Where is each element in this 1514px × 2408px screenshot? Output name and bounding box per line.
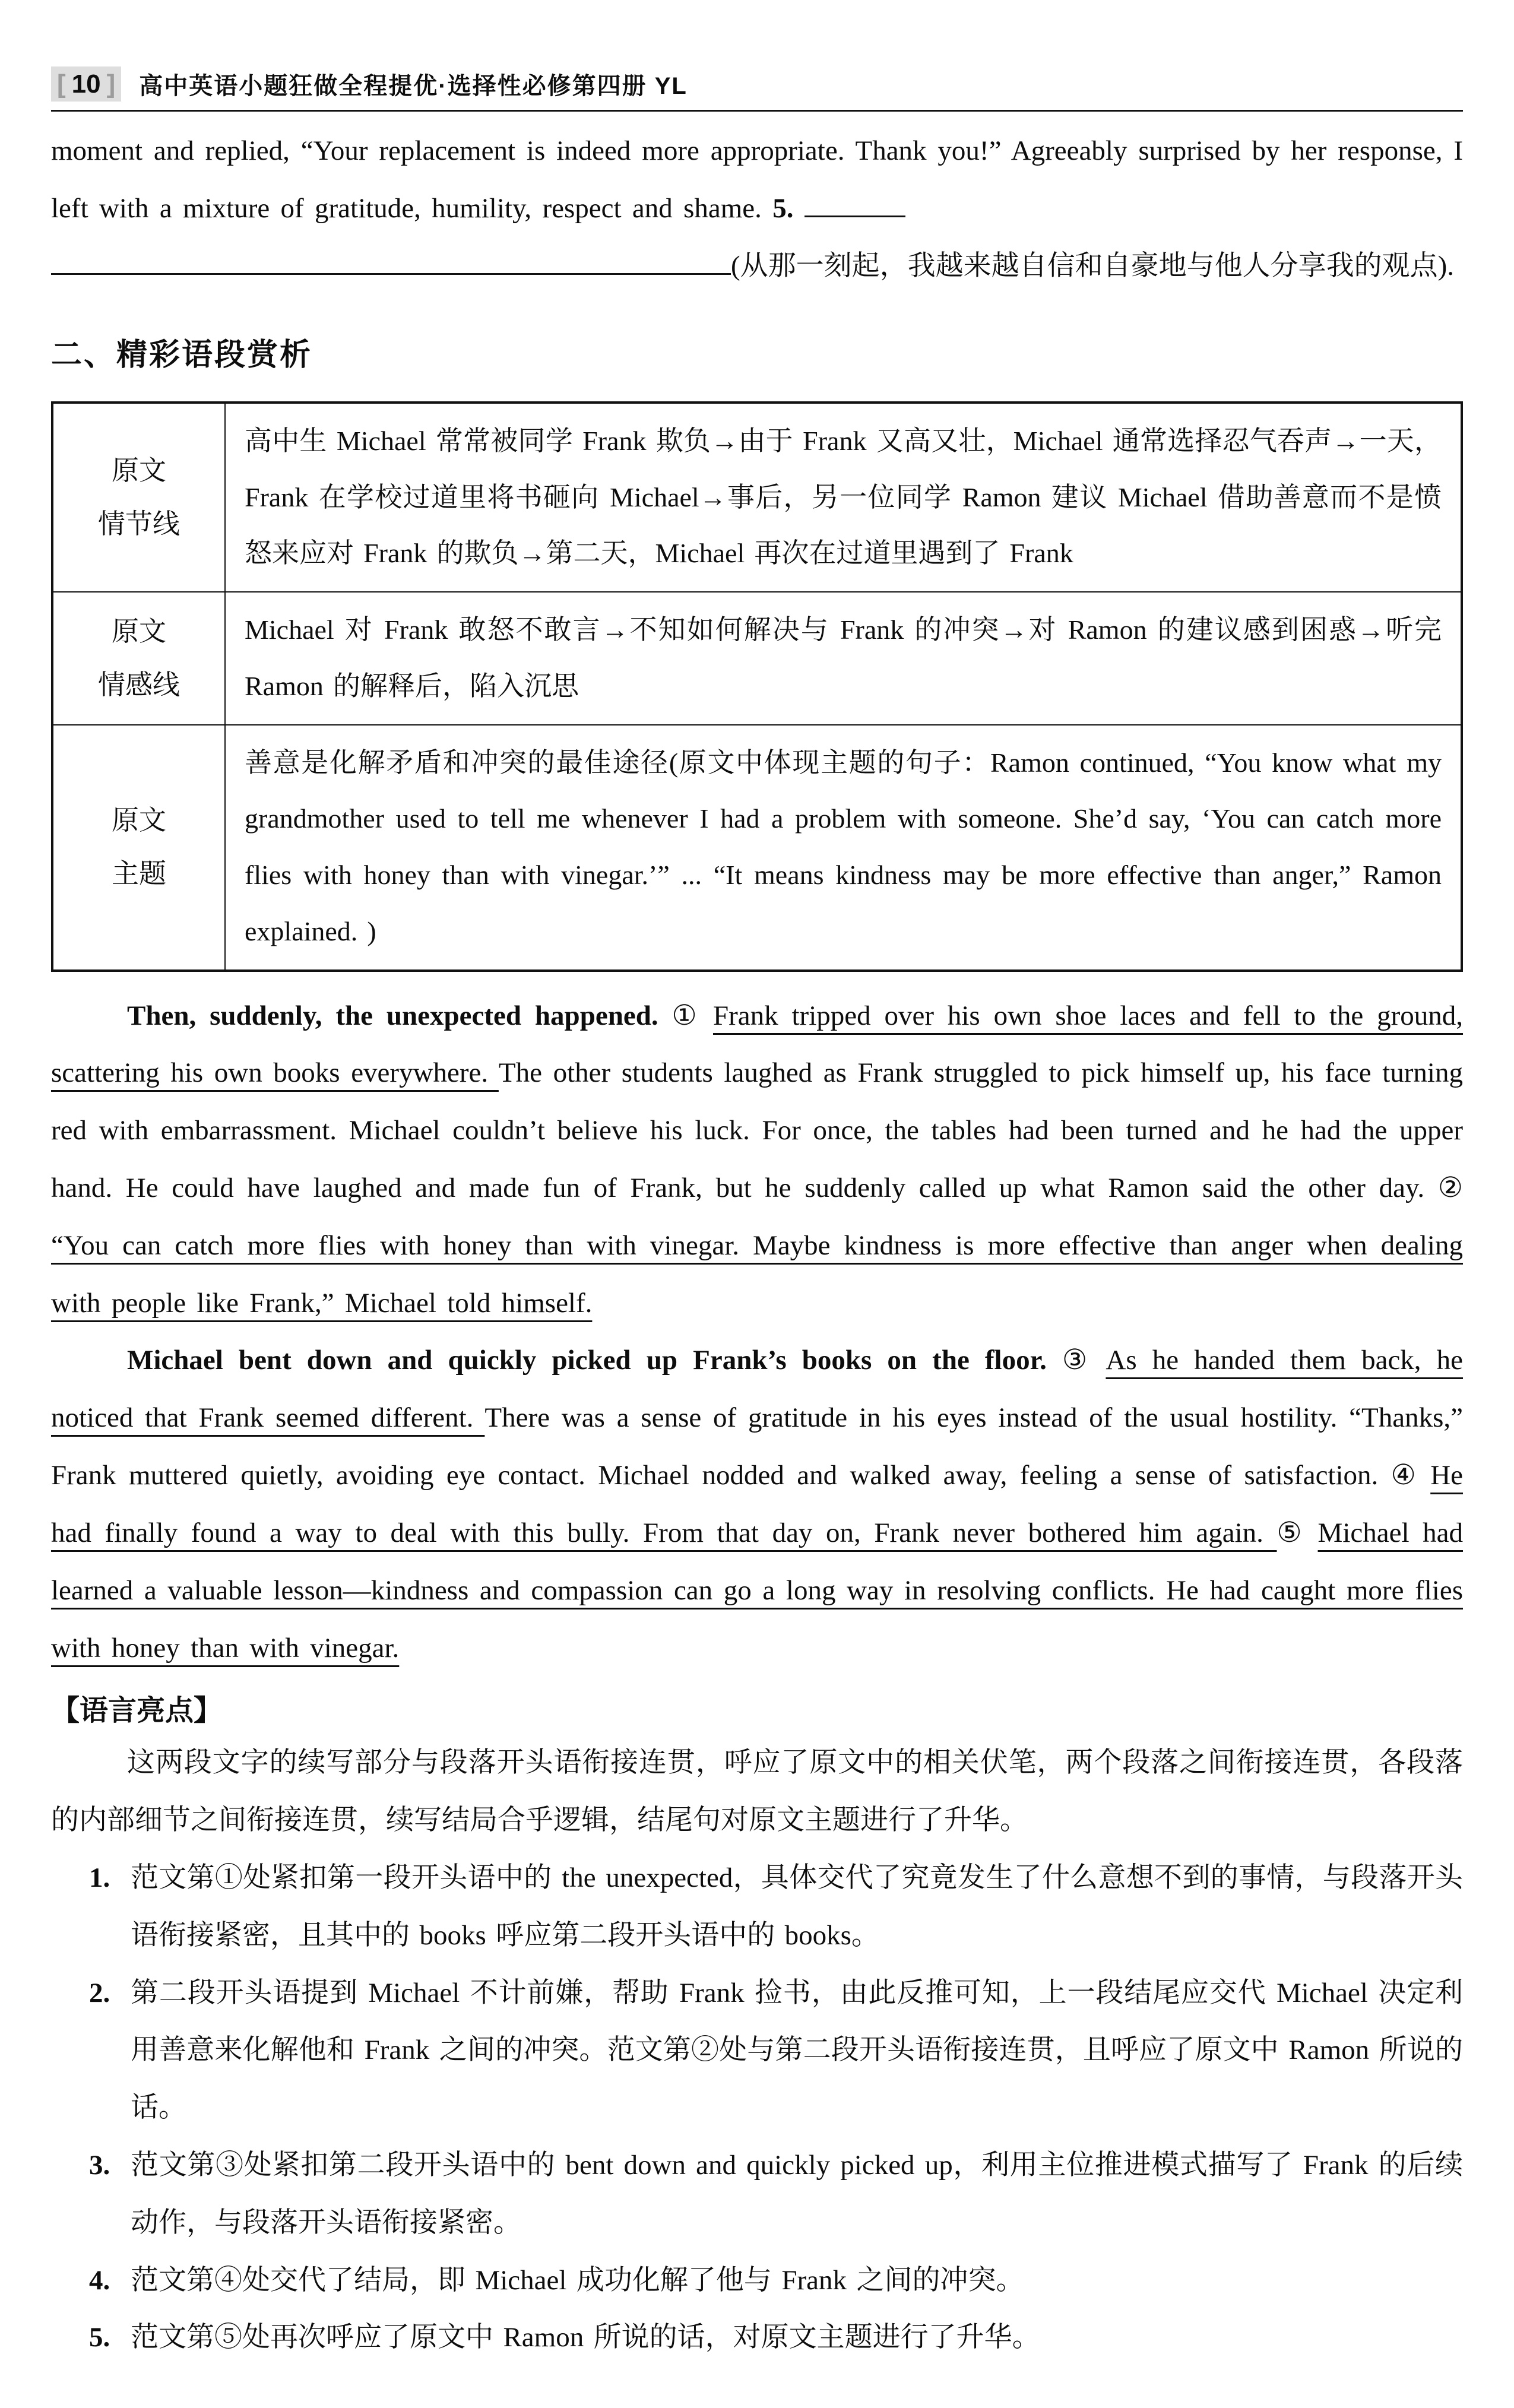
item-text: 第二段开头语提到 Michael 不计前嫌，帮助 Frank 捡书，由此反推可知，上一段结尾应交代 Michael 决定利用善意来化解他和 Frank 之间的冲突。范文第②处与第二段开头语衔接连贯，且呼应了原文中 Ramon 所说的话。 — [131, 1977, 1463, 2124]
row-label-emotion — [52, 592, 225, 725]
translation-note: (从那一刻起，我越来越自信和自豪地与他人分享我的观点). — [731, 251, 1455, 282]
row-label-line1: 原文 — [112, 616, 166, 647]
row-label-line2: 主题 — [112, 858, 166, 889]
table-row-theme — [52, 725, 1462, 971]
highlights-intro: 这两段文字的续写部分与段落开头语衔接连贯，呼应了原文中的相关伏笔，两个段落之间衔接连贯，各段落的内部细节之间衔接连贯，续写结局合乎逻辑，结尾句对原文主题进行了升华。 — [51, 1747, 1463, 1836]
item-number: 5. — [89, 2322, 110, 2353]
book-title: 高中英语小题狂做全程提优·选择性必修第四册 YL — [139, 73, 688, 100]
item-number: 4. — [89, 2264, 110, 2296]
page-header — [51, 66, 1463, 112]
item-text: 范文第④处交代了结局，即 Michael 成功化解了他与 Frank 之间的冲突。 — [131, 2264, 1024, 2296]
highlight-item-2 — [51, 1965, 1463, 2137]
row-label-line1: 原文 — [112, 455, 166, 486]
highlight-item-1 — [51, 1849, 1463, 1965]
answer-blank-short — [804, 188, 905, 217]
highlights-heading: 【语言亮点】 — [51, 1695, 223, 1727]
highlight-item-5 — [51, 2309, 1463, 2366]
table-row-plot — [52, 403, 1462, 592]
item-text: 范文第⑤处再次呼应了原文中 Ramon 所说的话，对原文主题进行了升华。 — [131, 2322, 1040, 2353]
model-essay-paragraph-2: Michael bent down and quickly picked up Frank’s books on the floor. ③ As he handed them back, he noticed that Frank seemed different. There was a sense of gratitude in his eyes instead of the usual hostility. “Thanks,” Frank muttered quietly, avoiding eye contact. Michael nodded and walked away, feeling a sense of satisfaction. ④ He had finally found a way to deal with this bully. From that day on, Frank never bothered him again. ⑤ Michael had learned a valuable lesson—kindness and compassion can go a long way in resolving conflicts. He had caught more flies with honey than with vinegar. — [51, 1345, 1464, 1664]
exercise-tail-text: moment and replied, “Your replacement is indeed more appropriate. Thank you!” Agreeably surprised by her response, I left with a mixture of gratitude, humility, respect and shame. 5. — [51, 135, 1463, 224]
row-label-line2: 情节线 — [98, 508, 180, 539]
row-content-plot: 高中生 Michael 常常被同学 Frank 欺负→由于 Frank 又高又壮，Michael 通常选择忍气吞声→一天，Frank 在学校过道里将书砸向 Michael→事后，另一位同学 Ramon 建议 Michael 借助善意而不是愤怒来应对 Frank 的欺负→第二天，Michael 再次在过道里遇到了 Frank — [225, 403, 1462, 592]
section-heading: 二、精彩语段赏析 — [51, 337, 313, 372]
exercise-tail-paragraph — [51, 122, 1463, 237]
item-text: 范文第③处紧扣第二段开头语中的 bent down and quickly picked up，利用主位推进模式描写了 Frank 的后续动作，与段落开头语衔接紧密。 — [131, 2150, 1463, 2238]
highlight-item-3 — [51, 2137, 1463, 2252]
row-label-theme — [52, 725, 225, 971]
item-number: 2. — [89, 1977, 110, 2008]
row-label-plot — [52, 403, 225, 592]
answer-blank-long — [51, 245, 731, 275]
row-label-line1: 原文 — [112, 805, 166, 836]
item-number: 3. — [89, 2150, 110, 2181]
badge-left-bracket: [ — [57, 69, 66, 99]
page-number-badge — [51, 66, 121, 102]
analysis-table — [51, 401, 1463, 972]
highlight-item-4 — [51, 2252, 1463, 2309]
item-text: 范文第①处紧扣第一段开头语中的 the unexpected，具体交代了究竟发生了什么意想不到的事情，与段落开头语衔接紧密，且其中的 books 呼应第二段开头语中的 books。 — [131, 1862, 1463, 1951]
badge-right-bracket: ] — [106, 69, 116, 99]
table-row-emotion — [52, 592, 1462, 725]
page-number: 10 — [71, 69, 101, 99]
row-content-theme: 善意是化解矛盾和冲突的最佳途径(原文中体现主题的句子：Ramon continued, “You know what my grandmother used to tell me whenever I had a problem with someone. She’d say, ‘You can catch more flies with honey than with vinegar.’” ... “It means kindness may be more effective than anger,” Ramon explained. ) — [225, 725, 1462, 971]
row-content-emotion: Michael 对 Frank 敢怒不敢言→不知如何解决与 Frank 的冲突→对 Ramon 的建议感到困惑→听完 Ramon 的解释后，陷入沉思 — [225, 592, 1462, 725]
row-label-line2: 情感线 — [98, 669, 180, 700]
item-number: 1. — [89, 1862, 110, 1893]
model-essay-paragraph-1: Then, suddenly, the unexpected happened. ① Frank tripped over his own shoe laces and fell to the ground, scattering his own books everywhere. The other students laughed as Frank struggled to pick himself up, his face turning red with embarrassment. Michael couldn’t believe his luck. For once, the tables had been turned and he had the upper hand. He could have laughed and made fun of Frank, but he suddenly called up what Ramon said the other day. ② “You can catch more flies with honey than with vinegar. Maybe kindness is more effective than anger when dealing with people like Frank,” Michael told himself. — [51, 1000, 1464, 1319]
translation-line — [51, 237, 1463, 295]
